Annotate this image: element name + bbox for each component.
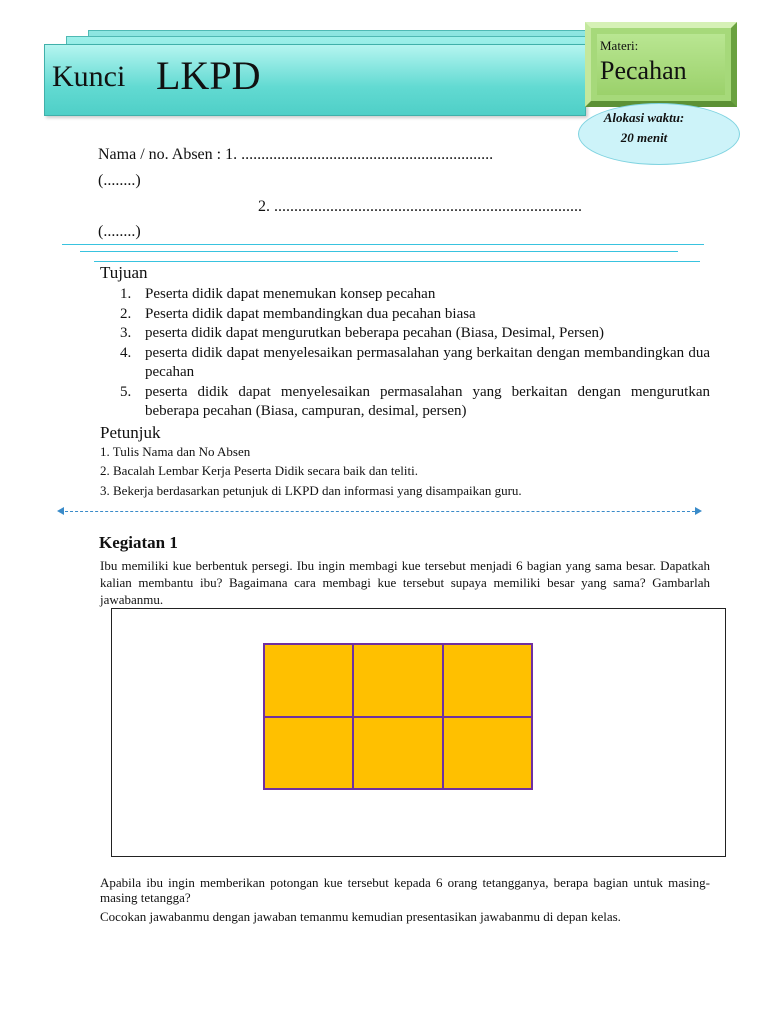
list-item: 1. Peserta didik dapat menemukan konsep pecahan (120, 286, 436, 302)
petunjuk-item: 3. Bekerja berdasarkan petunjuk di LKPD dan informasi yang disampaikan guru. (100, 483, 522, 498)
cake-piece (443, 717, 532, 790)
cake-piece (353, 644, 442, 717)
name-field-1[interactable]: Nama / no. Absen : 1. ............................................................... (98, 146, 494, 163)
list-item: 4. peserta didik dapat menyelesaikan permasalahan yang berkaitan dengan membandingkan dua pecahan (120, 344, 710, 380)
absen-field-1[interactable]: (........) (98, 172, 141, 189)
kegiatan-intro: Ibu memiliki kue berbentuk persegi. Ibu ingin membagi kue tersebut menjadi 6 bagian yang sama besar. Dapatkah kalian membantu ibu? Bagaimana cara membagi kue tersebut supaya memiliki besar yang sama? Gambarlah jawabanmu. (100, 558, 710, 607)
alokasi-value: 20 menit (620, 130, 668, 145)
cake-piece (264, 717, 353, 790)
name-field-2[interactable]: 2. ............................................................................. (258, 198, 582, 215)
cake-grid (263, 643, 533, 790)
absen-field-2[interactable]: (........) (98, 223, 141, 240)
petunjuk-heading: Petunjuk (100, 423, 161, 442)
divider-line (94, 261, 700, 262)
materi-value: Pecahan (600, 56, 687, 85)
alokasi-label: Alokasi waktu: (603, 110, 685, 125)
petunjuk-item: 2. Bacalah Lembar Kerja Peserta Didik secara baik dan teliti. (100, 463, 419, 478)
cake-piece (264, 644, 353, 717)
arrow-left-icon (57, 507, 64, 515)
kegiatan-heading: Kegiatan 1 (99, 533, 178, 552)
divider-line (62, 244, 704, 245)
cake-piece (443, 644, 532, 717)
divider-line (80, 251, 678, 252)
tujuan-list (120, 285, 710, 422)
kegiatan-instruction: Cocokan jawabanmu dengan jawaban temanmu kemudian presentasikan jawabanmu di depan kelas. (100, 909, 621, 924)
title-kunci: Kunci (52, 60, 126, 93)
petunjuk-item: 1. Tulis Nama dan No Absen (100, 444, 251, 459)
arrow-right-icon (695, 507, 702, 515)
materi-label: Materi: (600, 38, 639, 53)
list-item: 2. Peserta didik dapat membandingkan dua pecahan biasa (120, 305, 476, 322)
tujuan-heading: Tujuan (100, 263, 148, 282)
title-lkpd: LKPD (156, 53, 261, 98)
cake-piece (353, 717, 442, 790)
list-item: 3. peserta didik dapat mengurutkan beberapa pecahan (Biasa, Desimal, Persen) (120, 325, 604, 341)
dashed-divider (60, 511, 700, 512)
list-item: 5. peserta didik dapat menyelesaikan permasalahan yang berkaitan dengan mengurutkan beberapa pecahan (Biasa, campuran, desimal, persen) (120, 383, 710, 419)
kegiatan-question: Apabila ibu ingin memberikan potongan kue tersebut kepada 6 orang tetangganya, berapa bagian untuk masing-masing tetangga? (100, 875, 710, 905)
